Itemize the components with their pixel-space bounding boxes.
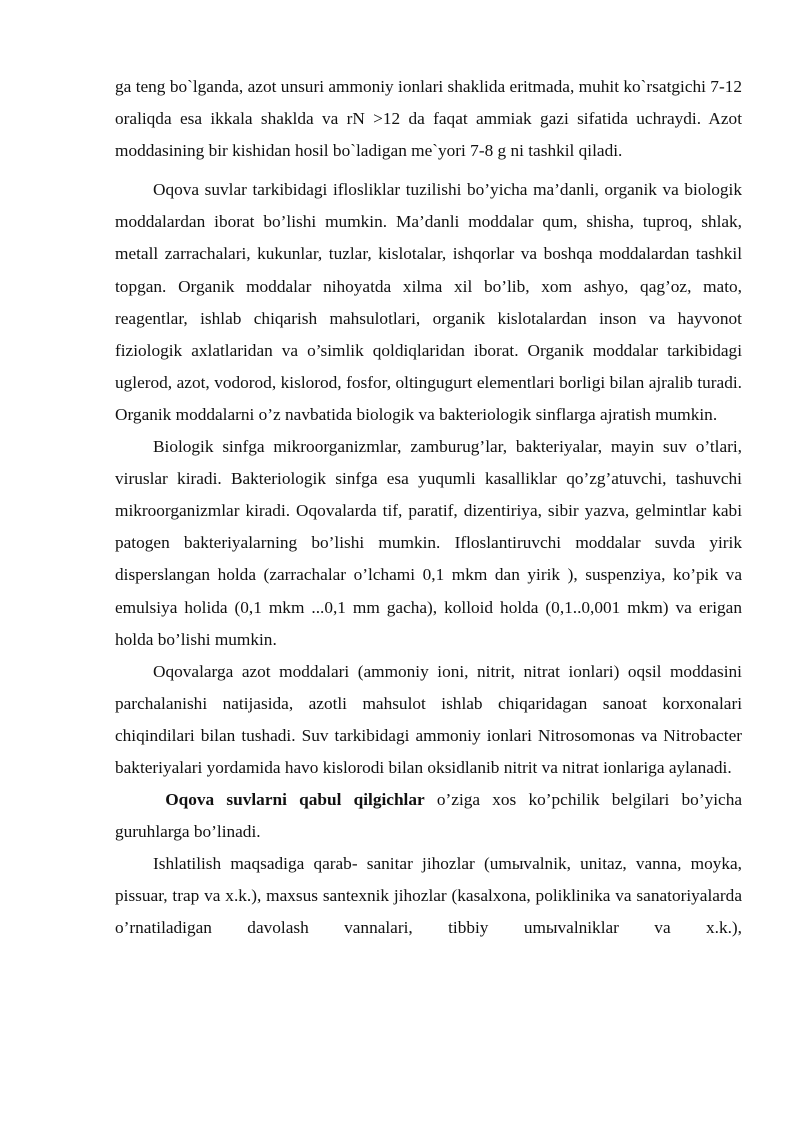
paragraph-3: Biologik sinfga mikroorganizmlar, zamburug’lar, bakteriyalar, mayin suv o’tlari, viruslar kiradi. Bakteriologik sinfga esa yuqumli kasalliklar qo’zg’atuvchi, tashuvchi mikroorganizmlar kiradi. Oqovalarda tif, paratif, dizentiriya, sibir yazva, gelmintlar kabi patogen bakteriyalarning bo’lishi mumkin. Ifloslantiruvchi moddalar suvda yirik disperslangan holda (zarrachalar o’lchami 0,1 mkm dan yirik ), suspenziya, ko’pik va emulsiya holida (0,1 mkm ...0,1 mm gacha), kolloid holda (0,1..0,001 mkm) va erigan holda bo’lishi mumkin. bbox=[115, 437, 742, 649]
paragraph-5-rest: o’ziga xos ko’pchilik belgilari bo’yicha guruhlarga bo’linadi. bbox=[115, 790, 743, 842]
paragraph-6: Ishlatilish maqsadiga qarab- sanitar jihozlar (umыvalnik, unitaz, vanna, moyka, pissuar, trap va x.k.), maxsus santexnik jihozlar (kasalxona, poliklinika va sanatoriyalarda o’rnatiladigan davolash vannalari, tibbiy umыvalniklar va x.k.), bbox=[115, 854, 742, 938]
body-text bbox=[115, 71, 742, 945]
paragraph-1: ga teng bo`lganda, azot unsuri ammoniy ionlari shaklida eritmada, muhit ko`rsatgichi 7-12 oraliqda esa ikkala shaklda va rN >12 da faqat ammiak gazi sifatida uchraydi. Azot moddasining bir kishidan hosil bo`ladigan me`yori 7-8 g ni tashkil qiladi. bbox=[115, 77, 742, 161]
bold-term: Oqova suvlarni qabul qilgichlar bbox=[165, 790, 425, 810]
paragraph-5 bbox=[115, 784, 742, 848]
paragraph-2: Oqova suvlar tarkibidagi iflosliklаr tuzilishi bo’yicha ma’danli, organik va biologik moddalardan iborat bo’lishi mumkin. Ma’danli moddalar qum, shisha, tuproq, shlak, metall zarrachalari, kukunlar, tuzlar, kislotalar, ishqorlar va boshqa moddalardan tashkil topgan. Organik moddalar nihoyatda xilma xil bo’lib, xom ashyo, qag’oz, mato, reagentlar, ishlab chiqarish mahsulotlari, organik kislotalardan inson va hayvonot fiziologik axlatlaridan va o’simlik qoldiqlaridan iborat. Organik moddalar tarkibidagi uglerod, azot, vodorod, kislorod, fosfor, oltingugurt elementlari borligi bilan ajralib turadi. Organik moddalarni o’z navbatida biologik va bakteriologik sinflarga ajratish mumkin. bbox=[115, 180, 742, 424]
paragraph-4: Oqovalarga azot moddalari (ammoniy ioni, nitrit, nitrat ionlari) oqsil moddasini parchalanishi natijasida, azotli mahsulot ishlab chiqaridagan sanoat korxonalari chiqindilari bilan tushadi. Suv tarkibidagi ammoniy ionlari Nitrosomonas va Nitrobacter bakteriyalari yordamida havo kislorodi bilan oksidlanib nitrit va nitrat ionlariga aylanadi. bbox=[115, 661, 742, 777]
